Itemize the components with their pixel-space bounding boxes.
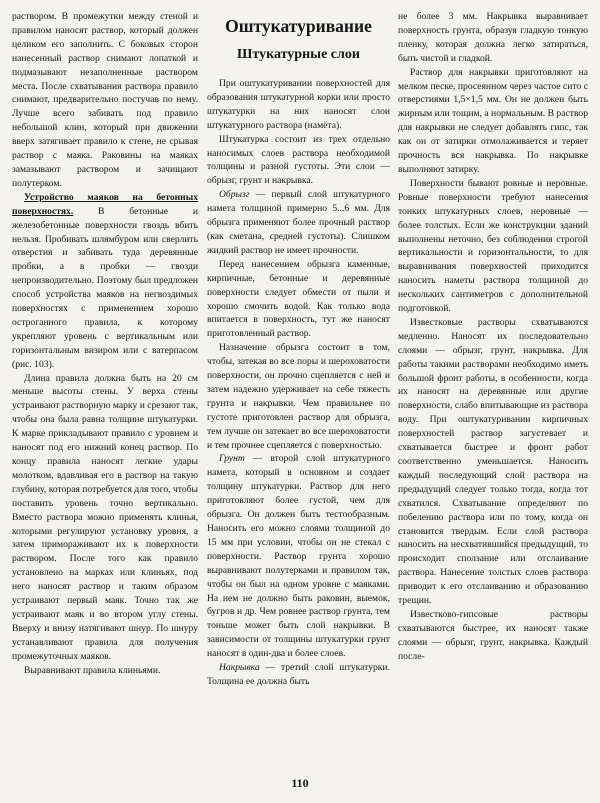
column-right	[398, 10, 588, 768]
paragraph: раствором. В промежутки между стеной и правилом наносят раствор, который должен целиком его заполнить. С боковых сторон нанесенный раствор снимают лопаткой и подмазывают незаполненные раствором места. После схватывания раствора правило снимают, предварительно постучав по нему. Лучше всего забивать под правило небольшой клин, который при движении вверх затягивает правило к стене, не срывая раствор с маяка. Раковины на маяках замазывают раствором и зачищают полутерком.	[12, 11, 198, 189]
paragraph: Выравнивают правила клиньями.	[24, 664, 161, 676]
paragraph: При оштукатуривании поверхностей для образования штукатурной корки или просто штукатурки на них наносят слои штукатурного раствора (намёта).	[207, 78, 390, 131]
run-in-heading: Устройство маяков на бетонных поверхностях.	[12, 191, 198, 217]
paragraph: Раствор для накрывки приготовляют на мелком песке, просеянном через частое сито с отверстиями 1,5×1,5 мм. Он не должен быть жирным или тощим, а нормальным. В раствор для накрывки не следует добавлять гипс, так как он от затирки отмолаживается и теряет прочность вся накрывка. По накрывке выполняют затирку.	[398, 66, 588, 175]
paragraph: Грунт — второй слой штукатурного намета, который в основном и создает толщину штукатурки. Раствор для него приготовляют более густой, чем для обрызга. Он должен быть тестообразным. Наносить его можно слоями толщиной до 15 мм при условии, чтобы он не стекал с поверхности. Раствор грунта хорошо выравнивают полутерками и правилом так, чтобы он был на одном уровне с маяками. На нем не должно быть раковин, выемок, бугров и др. Чем ровнее раствор грунта, тем тоньше может быть слой накрывки. В зависимости от толщины штукатурки грунт наносят в один-два и более слоев.	[207, 453, 390, 660]
term-obryzg: Обрызг	[219, 189, 250, 201]
column-left	[12, 10, 198, 768]
term-grunt: Грунт	[219, 453, 245, 465]
paragraph: Поверхности бывают ровные и неровные. Ровные поверхности требуют нанесения тонких штукатурных слоев, неровные — более толстых. Если же конструкции зданий выполнены неточно, без соблюдения строгой вертикальности и горизонтальности, то для выравнивания поверхностей приходится наносить наметы раствора толщиной до нескольких сантиметров с дополнительной подготовкой.	[398, 177, 588, 315]
paragraph: не более 3 мм. Накрывка выравнивает поверхность грунта, образуя гладкую тонкую пленку, которая должна легко затираться, быть чистой и гладкой.	[398, 11, 588, 64]
paragraph: Длина правила должна быть на 20 см меньше высоты стены. У верха стены устраивают растворную марку и срезают так, чтобы она была равна толщине штукатурки. К марке прикладывают правило с уровнем и наносят под его нижний конец раствор. По концу правила наносят легкие удары молотком, вдавливая его в раствор на такую глубину, которая потребуется для того, чтобы поставить уровень точно вертикально. Вместо раствора можно применять клинья, которыми регулируют установку уровня, а затем примораживают их к поверхности раствором. После того как правило установлено на марках или клиньях, под него наносят раствор и таким образом устраивают первый маяк. Точно так же устраивают маяк и во втором углу стены. Вверху и внизу натягивают шнур. По шнуру устанавливают правила для получения промежуточных маяков.	[12, 372, 198, 662]
section-subtitle: Штукатурные слои	[237, 47, 360, 62]
term-nakryvka: Накрывка	[219, 662, 260, 674]
paragraph: Известковые растворы схватываются медленно. Наносят их последовательно слоями — обрызг, грунт, накрывка. Для работы такими растворами необходимо иметь большой фронт работы, в особенности, когда их наносят на деревянные или другие поверхности, слабо впитывающие из раствора воду. При оштукатуривании кирпичных поверхностей раствор загустевает и схватывается быстрее и фронт работ соответственно уменьшается. Наносить каждый последующий слой раствора на предыдущий следует только тогда, когда тот схватился. Схватывание определяют по побелению раствора или по тому, когда он становится твердым. Если слой раствора наносить на несхватившийся предыдущий, то происходит сползание или отслаивание раствора. Нанесение толстых слоев раствора приводит к его отслаиванию и образованию трещин.	[398, 316, 588, 607]
paragraph: Штукатурка состоит из трех отдельно наносимых слоев раствора необходимой толщины и разной густоты. Эти слои — обрызг, грунт и накрывка.	[207, 133, 390, 187]
paragraph: Известково-гипсовые растворы схватываются быстрее, их наносят также слоями — обрызг, грунт, накрывка. Каждый после-	[398, 608, 588, 662]
paragraph: Устройство маяков на бетонных поверхностях. В бетонные и железобетонные поверхности гвоздь вбить нельзя. Пробивать шлямбуром или сверлить отверстия и забивать туда деревянные пробки, а в пробки — гвозди непроизводительно. Поэтому был предложен способ устройства маяков на негвоздимых поверхностях с применением хорошо остроганного правила, к которому укрепляют уровень с вертикальным или горизонтальным визиром или с ватерпасом (рис. 103).	[12, 191, 198, 370]
paragraph: Назначение обрызга состоит в том, чтобы, затекая во все поры и шероховатости поверхности, он прочно сцепляется с ней и затем надежно удерживает на себе тяжесть грунта и накрывки. Чем правильнее по густоте приготовлен раствор для обрызга, тем лучше он затекает во все шероховатости и тем прочнее сцепляется с поверхностью.	[207, 342, 390, 451]
paragraph: Перед нанесением обрызга каменные, кирпичные, бетонные и деревянные поверхности следует обмести от пыли и хорошо смочить водой. Как только вода впитается в поверхность, тут же наносят приготовленный раствор.	[207, 258, 390, 340]
paragraph: Накрывка — третий слой штукатурки. Толщина ее должна быть	[207, 662, 390, 687]
page-number: 110	[291, 776, 309, 790]
section-title: Оштукатуривание	[225, 16, 372, 36]
paragraph: Обрызг — первый слой штукатурного намета толщиной примерно 5...6 мм. Для обрызга применяют более прочный раствор (как сметана, средней густоты). Слишком жидкий раствор не имеет прочности.	[207, 189, 390, 256]
column-middle	[207, 10, 390, 768]
